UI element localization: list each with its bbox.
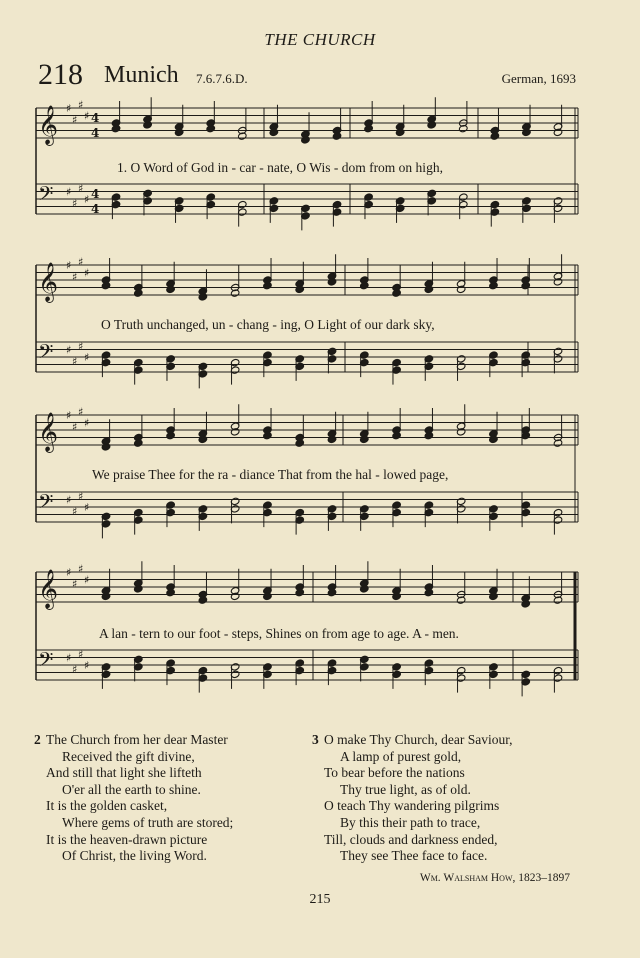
sharp-sign: ♯ [84,193,90,206]
sharp-sign: ♯ [72,420,78,434]
sharp-sign: ♯ [72,662,78,676]
treble-clef: 𝄞 [38,412,59,452]
sharp-sign: ♯ [66,259,72,272]
sharp-sign: ♯ [66,651,72,665]
sharp-sign: ♯ [66,102,72,115]
verse-line: Where gems of truth are stored; [62,814,234,830]
verse-line: Received the gift divine, [62,748,195,764]
sharp-sign: ♯ [78,181,84,195]
sharp-sign: ♯ [78,255,84,269]
verse-line: By this their path to trace, [340,814,481,830]
sharp-sign: ♯ [78,562,84,576]
time-signature: 4 [91,126,100,140]
sharp-sign: ♯ [78,405,84,419]
sharp-sign: ♯ [84,109,90,123]
sharp-sign: ♯ [84,351,90,364]
verse-line: To bear before the nations [324,765,465,781]
lyric-line-3: We praise Thee for the ra - diance That from the hal - lowed page, [92,467,449,482]
treble-clef: 𝄞 [38,569,59,609]
section-title: THE CHURCH [264,30,376,49]
sharp-sign: ♯ [78,647,84,661]
sharp-sign: ♯ [84,573,90,587]
bass-clef: 𝄢 [38,490,54,518]
time-signature: 4 [91,187,100,201]
source: German, 1693 [501,71,576,86]
sharp-sign: ♯ [72,270,78,284]
sharp-sign: ♯ [66,566,72,579]
verse-line: A lamp of purest gold, [340,748,462,764]
verse-line: The Church from her dear Master [46,732,228,747]
time-signature: 4 [91,111,100,125]
bass-clef: 𝄢 [38,340,54,368]
sharp-sign: ♯ [66,343,72,357]
sharp-sign: ♯ [84,416,90,430]
treble-clef: 𝄞 [38,262,59,302]
sharp-sign: ♯ [84,659,90,672]
sharp-sign: ♯ [84,266,90,280]
verse-line: Thy true light, as of old. [340,781,471,797]
lyric-line-2: O Truth unchanged, un - chang - ing, O Light of our dark sky, [101,317,435,332]
author-credit: Wm. Walsham How, 1823–1897 [419,872,570,884]
sharp-sign: ♯ [84,501,90,514]
sharp-sign: ♯ [72,113,78,127]
sharp-sign: ♯ [66,493,72,507]
verse-3 [312,732,513,865]
sharp-sign: ♯ [72,196,78,210]
verse-number: 2 [34,732,41,747]
bass-clef: 𝄢 [38,648,54,676]
sharp-sign: ♯ [66,185,72,199]
treble-clef: 𝄞 [38,105,59,145]
sharp-sign: ♯ [78,339,84,353]
page-number: 215 [309,892,331,907]
verse-line: Till, clouds and darkness ended, [324,831,498,847]
lyric-line-1: 1. O Word of God in - car - nate, O Wis - dom from on high, [117,160,443,175]
meter: 7.6.7.6.D. [196,71,248,86]
time-signature: 4 [91,202,100,216]
lyric-line-4: A lan - tern to our foot - steps, Shines on from age to age. A - men. [99,626,459,641]
verse-line: It is the heaven-drawn picture [46,831,208,847]
verse-line: They see Thee face to face. [340,848,488,864]
verse-line: Of Christ, the living Word. [62,848,207,864]
bass-clef: 𝄢 [38,182,54,210]
sharp-sign: ♯ [72,504,78,518]
verse-line: O teach Thy wandering pilgrims [324,798,500,814]
verse-line: O make Thy Church, dear Saviour, [324,732,513,747]
sharp-sign: ♯ [78,98,84,112]
sharp-sign: ♯ [66,409,72,422]
sharp-sign: ♯ [78,489,84,503]
sharp-sign: ♯ [72,354,78,368]
verse-2 [34,732,234,865]
hymn-number: 218 [38,58,83,91]
verse-number: 3 [312,732,319,747]
verse-line: It is the golden casket, [46,798,168,814]
verse-line: O'er all the earth to shine. [62,781,201,797]
sharp-sign: ♯ [72,577,78,591]
tune-name: Munich [104,62,179,88]
verse-line: And still that light she lifteth [46,765,202,781]
